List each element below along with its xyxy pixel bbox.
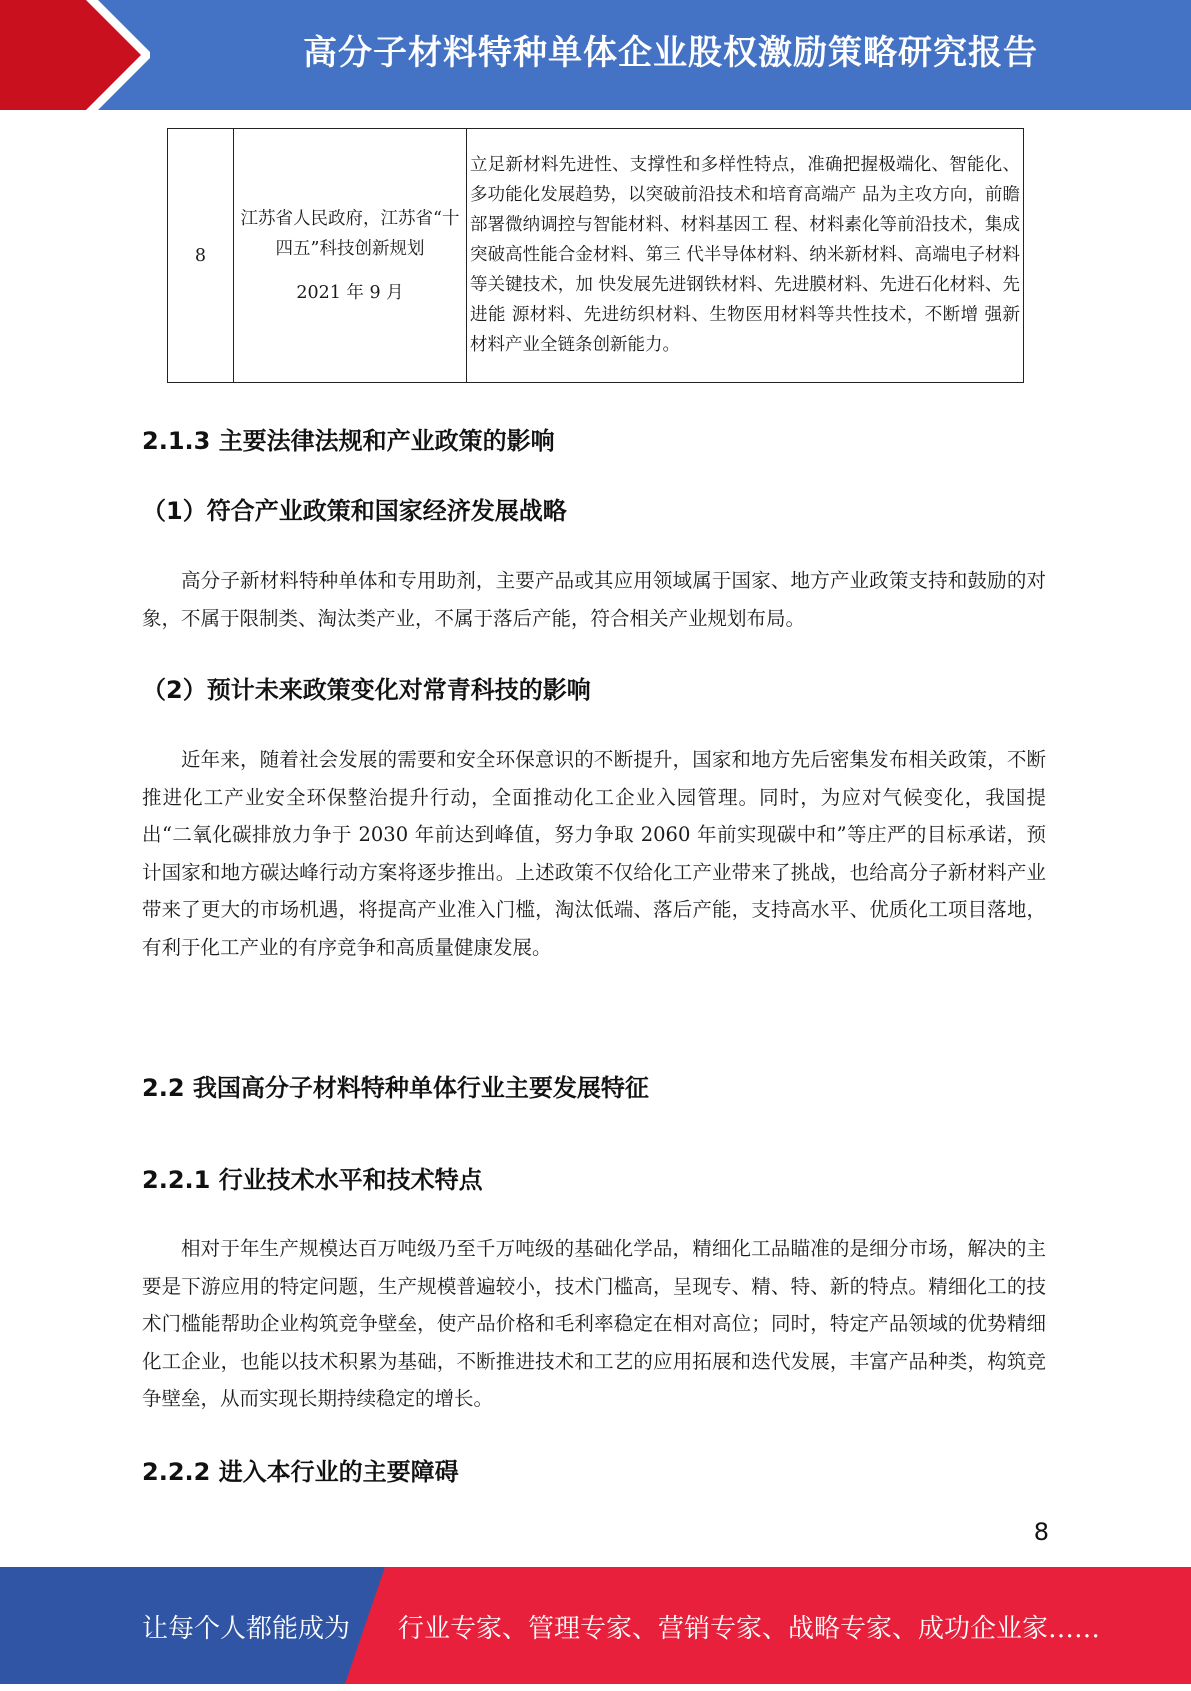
page-header xyxy=(0,0,1191,110)
footer-slogan-right: 行业专家、管理专家、营销专家、战略专家、成功企业家…… xyxy=(398,1614,1101,1644)
policy-document-date: 2021 年 9 月 xyxy=(296,282,404,303)
paragraph-industry-policy: 高分子新材料特种单体和专用助剂，主要产品或其应用领域属于国家、地方产业政策支持和鼓励的对象，不属于限制类、淘汰类产业，不属于落后产能，符合相关产业规划布局。 xyxy=(142,569,1046,630)
subsection-heading-1: （1）符合产业政策和国家经济发展战略 xyxy=(142,497,567,525)
footer-slogan-left: 让每个人都能成为 xyxy=(142,1614,351,1644)
paragraph-tech-level: 相对于年生产规模达百万吨级乃至千万吨级的基础化学品，精细化工品瞄准的是细分市场，解决的主要是下游应用的特定问题，生产规模普遍较小，技术门槛高，呈现专、精、特、新的特点。精细化工的技术门槛能帮助企业构筑竞争壁垒，使产品价格和毛利率稳定在相对高位；同时，特定产品领域的优势精细化工企业，也能以技术积累为基础，不断推进技术和工艺的应用拓展和迭代发展，丰富产品种类，构筑竞争壁垒，从而实现长期持续稳定的增长。 xyxy=(142,1237,1046,1410)
report-title: 高分子材料特种单体企业股权激励策略研究报告 xyxy=(303,33,1038,73)
section-heading-2-2-1: 2.2.1 行业技术水平和技术特点 xyxy=(142,1166,483,1194)
policy-document-cell xyxy=(234,129,467,383)
page-footer xyxy=(0,1567,1191,1684)
paragraph-future-policy: 近年来，随着社会发展的需要和安全环保意识的不断提升，国家和地方先后密集发布相关政策，不断推进化工产业安全环保整治提升行动，全面推动化工企业入园管理。同时，为应对气候变化，我国提出“二氧化碳排放力争于 2030 年前达到峰值，努力争取 2060 年前实现碳中和”等庄严的目标承诺，预计国家和地方碳达峰行动方案将逐步推出。上述政策不仅给化工产业带来了挑战，也给高分子新材料产业带来了更大的市场机遇，将提高产业准入门槛，淘汰低端、落后产能，支持高水平、优质化工项目落地，有利于化工产业的有序竞争和高质量健康发展。 xyxy=(142,748,1046,959)
subsection-heading-2: （2）预计未来政策变化对常青科技的影响 xyxy=(142,676,591,704)
row-number: 8 xyxy=(168,129,234,383)
policy-content: 立足新材料先进性、支撑性和多样性特点，准确把握极端化、智能化、多功能化发展趋势，以突破前沿技术和培育高端产 品为主攻方向，前瞻部署微纳调控与智能材料、材料基因工 程、材料素化等前沿技术，集成突破高性能合金材料、第三 代半导体材料、纳米新材料、高端电子材料等关键技术，加 快发展先进钢铁材料、先进膜材料、先进石化材料、先进能 源材料、先进纺织材料、生物医用材料等共性技术，不断增 强新材料产业全链条创新能力。 xyxy=(467,129,1024,383)
policy-table xyxy=(167,128,1024,383)
header-arrow-graphic xyxy=(0,0,150,110)
page-number: 8 xyxy=(1033,1518,1049,1546)
section-heading-2-1-3: 2.1.3 主要法律法规和产业政策的影响 xyxy=(142,427,555,455)
section-heading-2-2: 2.2 我国高分子材料特种单体行业主要发展特征 xyxy=(142,1074,649,1102)
policy-document-name: 江苏省人民政府，江苏省“十四五”科技创新规划 xyxy=(240,208,460,259)
table-row xyxy=(168,129,1024,383)
section-heading-2-2-2: 2.2.2 进入本行业的主要障碍 xyxy=(142,1458,459,1486)
